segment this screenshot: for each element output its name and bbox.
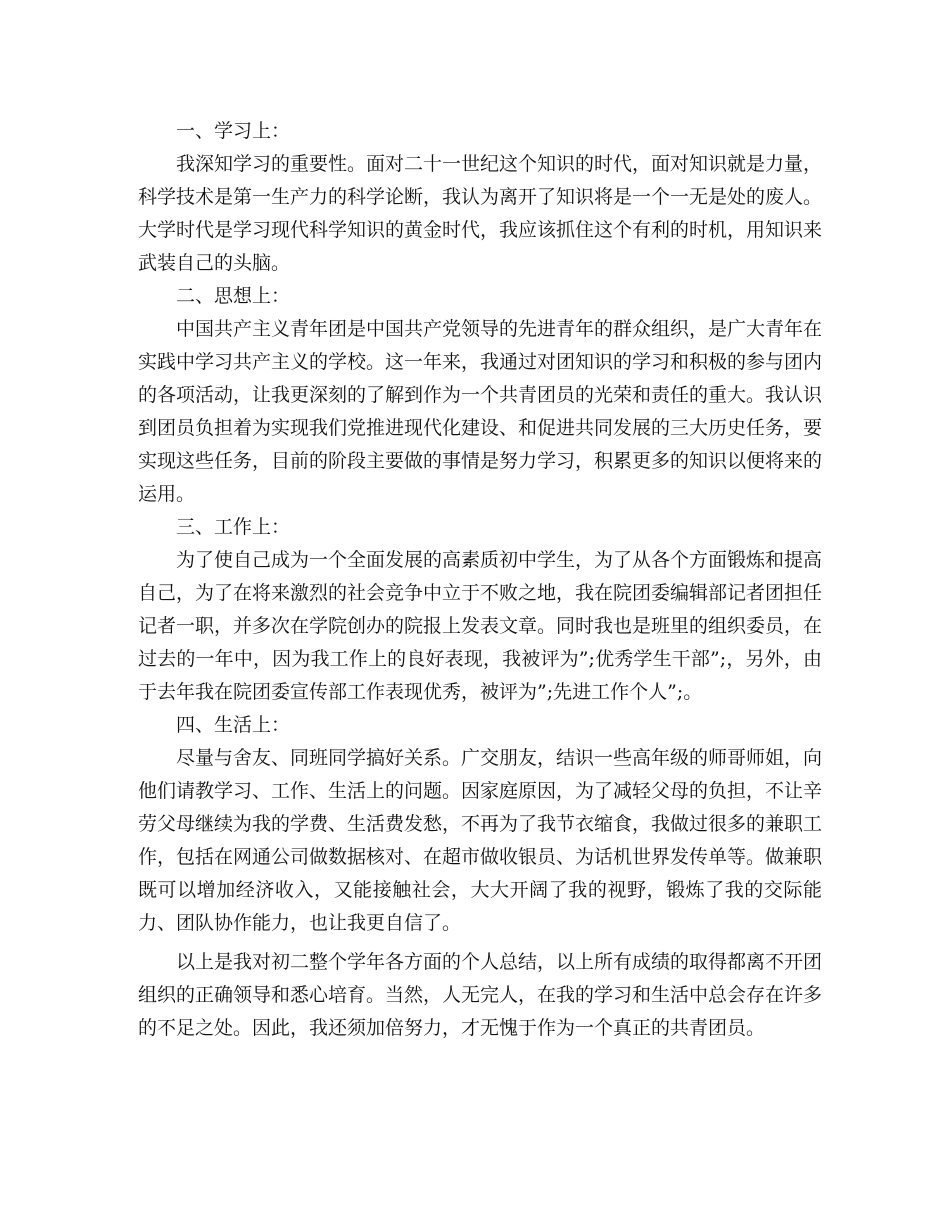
document-body bbox=[138, 115, 822, 1045]
conclusion-paragraph: 以上是我对初二整个学年各方面的个人总结，以上所有成绩的取得都离不开团组织的正确领导和悉心培育。当然，人无完人，在我的学习和生活中总会存在许多的不足之处。因此，我还须加倍努力，才无愧于作为一个真正的共青团员。 bbox=[138, 951, 823, 1039]
section-paragraph-study: 我深知学习的重要性。面对二十一世纪这个知识的时代，面对知识就是力量，科学技术是第一生产力的科学论断，我认为离开了知识将是一个一无是处的废人。大学时代是学习现代科学知识的黄金时代，我应该抓住这个有利的时机，用知识来武装自己的头脑。 bbox=[138, 153, 823, 274]
section-paragraph-thought: 中国共产主义青年团是中国共产党领导的先进青年的群众组织，是广大青年在实践中学习共产主义的学校。这一年来，我通过对团知识的学习和积极的参与团内的各项活动，让我更深刻的了解到作为一个共青团员的光荣和责任的重大。我认识到团员负担着为实现我们党推进现代化建设、和促进共同发展的三大历史任务，要实现这些任务，目前的阶段主要做的事情是努力学习，积累更多的知识以便将来的运用。 bbox=[138, 318, 823, 505]
section-heading-study: 一、学习上： bbox=[176, 120, 291, 142]
section-paragraph-life: 尽量与舍友、同班同学搞好关系。广交朋友，结识一些高年级的师哥师姐，向他们请教学习、工作、生活上的问题。因家庭原因，为了减轻父母的负担，不让辛劳父母继续为我的学费、生活费发愁，不再为了我节衣缩食，我做过很多的兼职工作，包括在网通公司做数据核对、在超市做收银员、为话机世界发传单等。做兼职既可以增加经济收入，又能接触社会，大大开阔了我的视野，锻炼了我的交际能力、团队协作能力，也让我更自信了。 bbox=[138, 747, 823, 934]
section-heading-thought: 二、思想上： bbox=[176, 285, 291, 307]
section-paragraph-work: 为了使自己成为一个全面发展的高素质初中学生，为了从各个方面锻炼和提高自己，为了在将来激烈的社会竞争中立于不败之地，我在院团委编辑部记者团担任记者一职，并多次在学院创办的院报上发表文章。同时我也是班里的组织委员，在过去的一年中，因为我工作上的良好表现，我被评为”;优秀学生干部”;，另外，由于去年我在院团委宣传部工作表现优秀，被评为”;先进工作个人”;。 bbox=[138, 549, 823, 703]
section-heading-life: 四、生活上： bbox=[176, 714, 291, 736]
section-heading-work: 三、工作上： bbox=[176, 516, 291, 538]
